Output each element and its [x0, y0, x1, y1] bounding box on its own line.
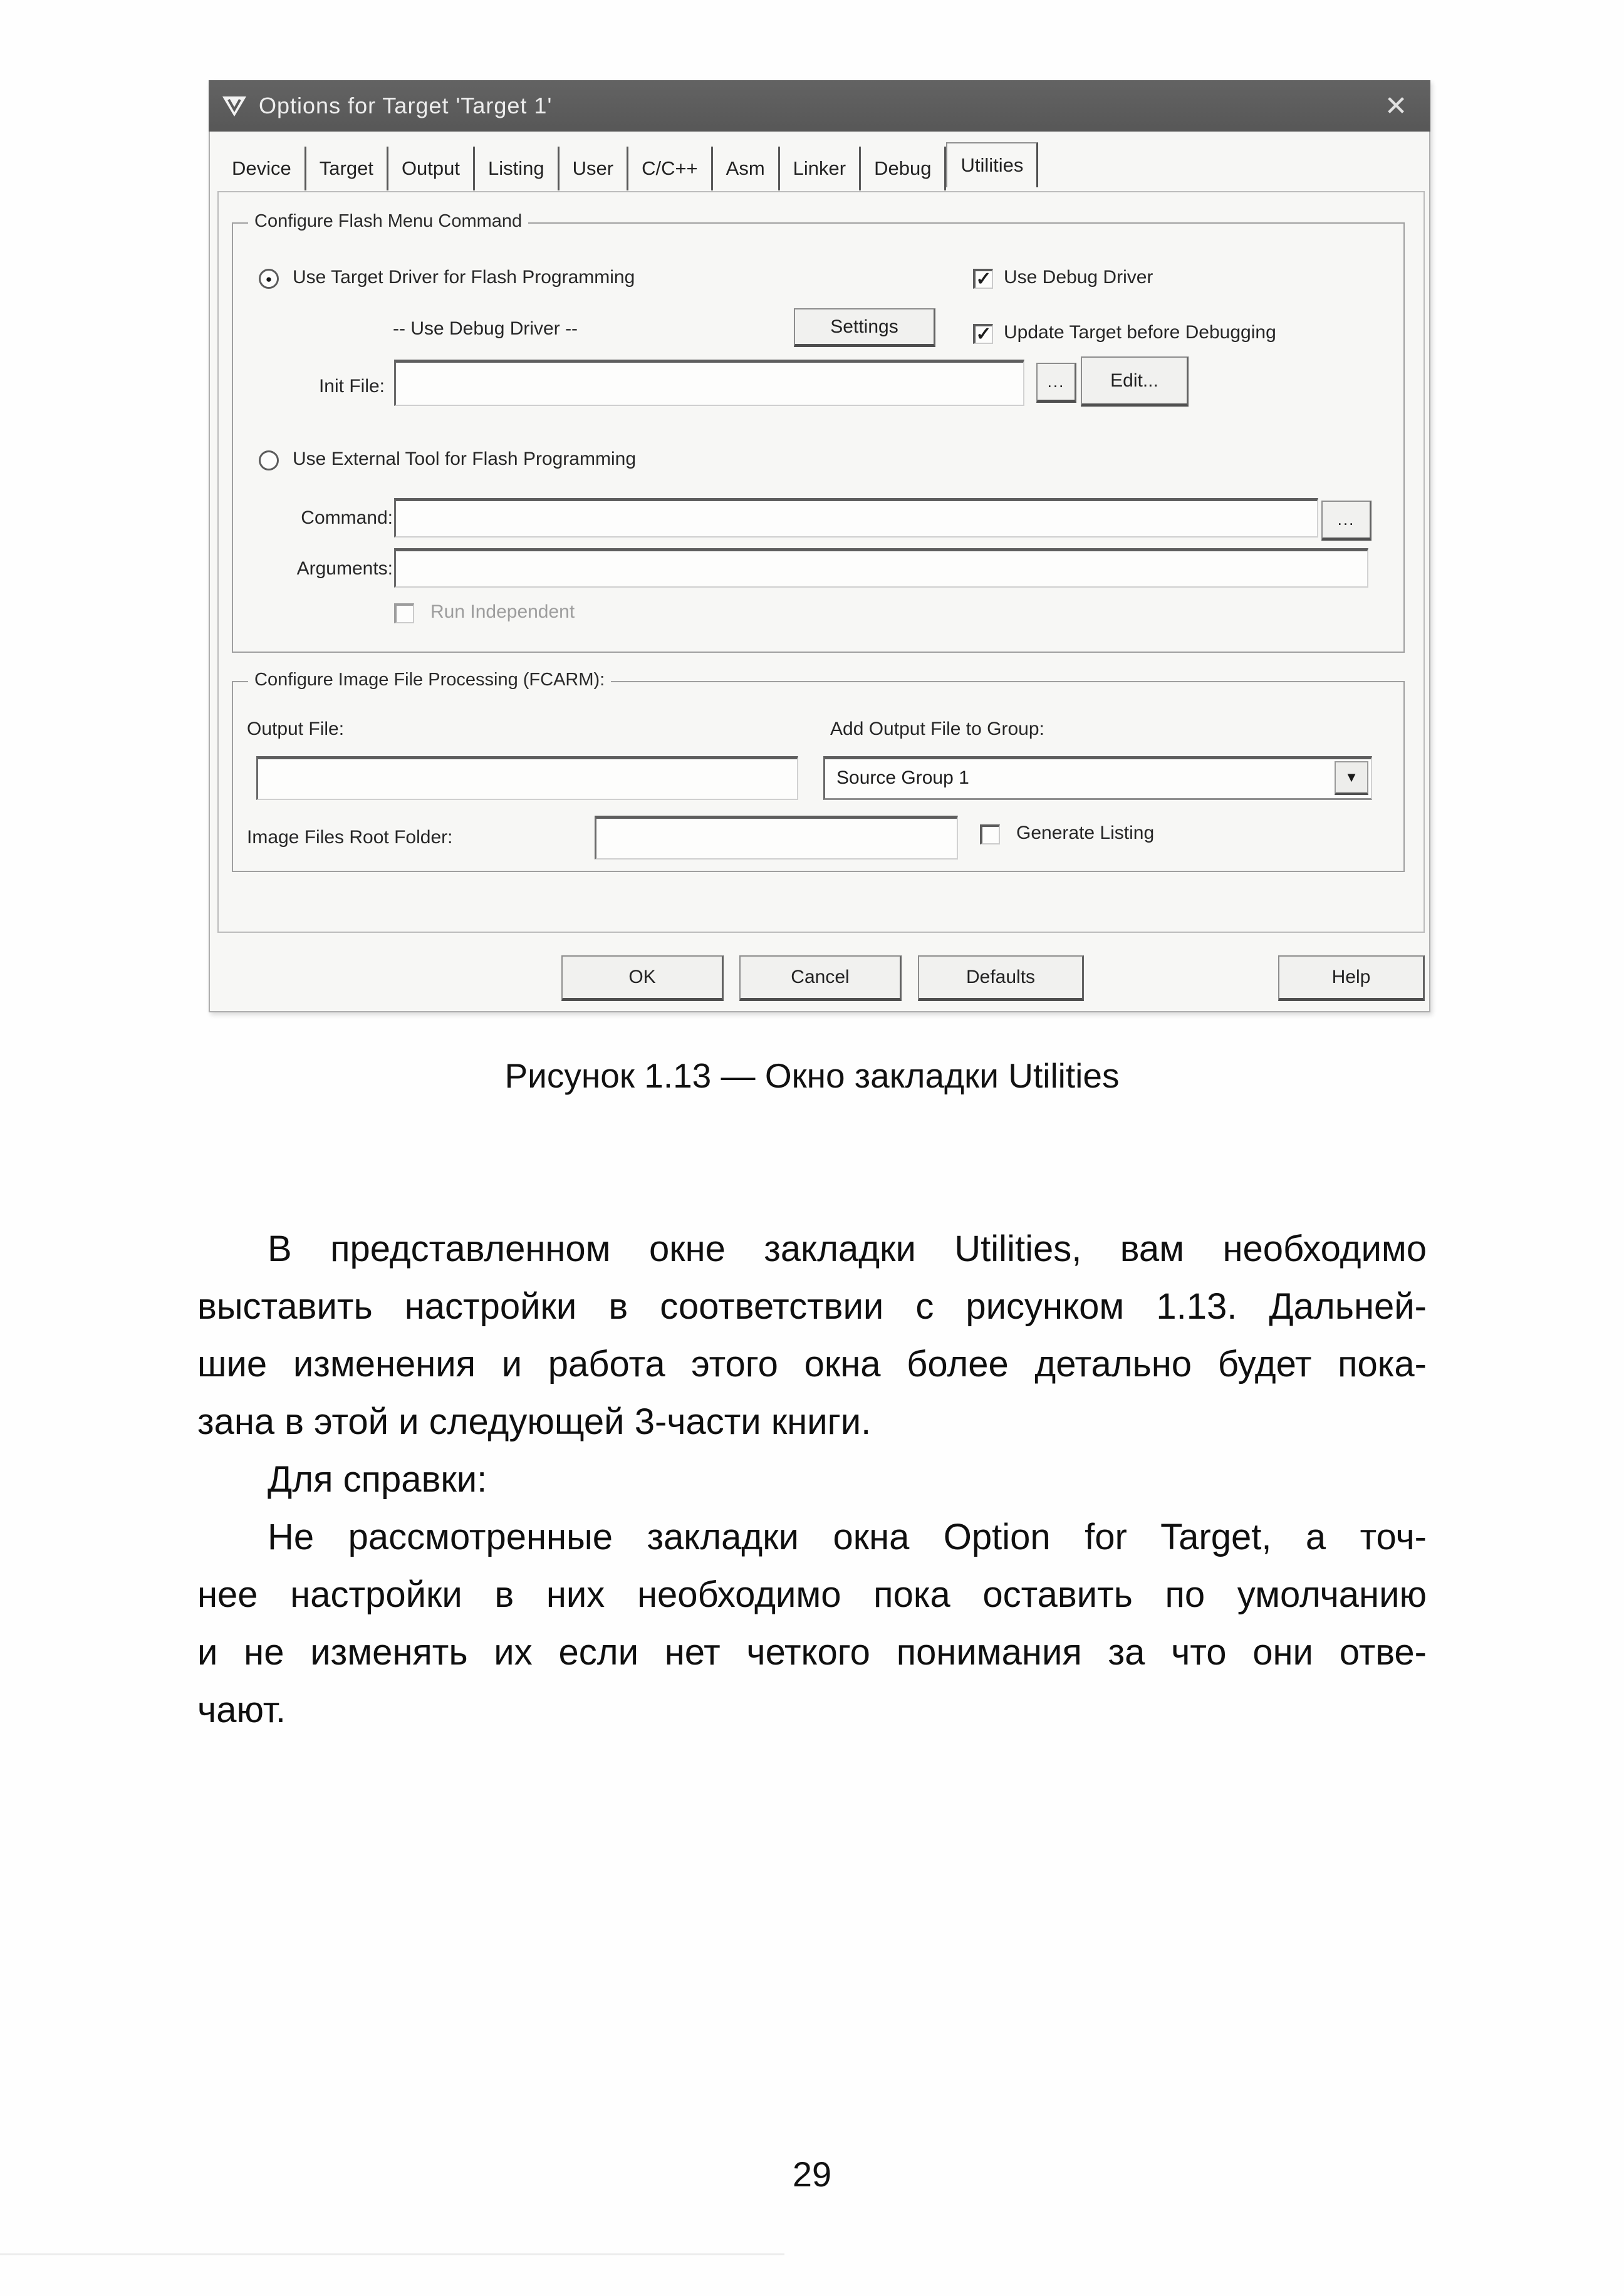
init-file-input[interactable]	[394, 360, 1024, 406]
defaults-button[interactable]: Defaults	[918, 955, 1084, 1001]
help-button[interactable]: Help	[1278, 955, 1425, 1001]
init-file-browse-button[interactable]: ...	[1036, 363, 1076, 403]
radio-dot-icon: ●	[265, 273, 273, 285]
check-icon: ✓	[976, 324, 992, 345]
tab-debug[interactable]: Debug	[861, 147, 946, 190]
ok-button[interactable]: OK	[561, 955, 724, 1001]
tab-asm[interactable]: Asm	[713, 147, 780, 190]
arguments-input[interactable]	[394, 548, 1368, 588]
tab-target[interactable]: Target	[306, 147, 388, 190]
body-line: Для справки:	[268, 1459, 487, 1500]
scan-edge-line	[0, 2253, 784, 2255]
uvision-logo-icon	[220, 91, 249, 120]
cancel-button[interactable]: Cancel	[739, 955, 902, 1001]
dropdown-arrow-icon[interactable]: ▼	[1335, 761, 1368, 795]
use-target-driver-radio[interactable]	[259, 269, 279, 289]
body-line: и не изменять их если нет четкого понимания за что они отве-	[197, 1632, 1427, 1673]
generate-listing-checkbox[interactable]	[980, 824, 1000, 844]
body-text	[197, 1220, 1427, 1739]
generate-listing-label: Generate Listing	[1016, 823, 1155, 843]
figure-caption: Рисунок 1.13 — Окно закладки Utilities	[504, 1056, 1120, 1095]
tab-ccpp[interactable]: C/C++	[628, 147, 713, 190]
add-to-group-selected-value: Source Group 1	[836, 767, 969, 788]
run-independent-checkbox[interactable]	[394, 603, 414, 623]
command-label: Command:	[301, 507, 393, 528]
use-debug-driver-checkbox-label: Use Debug Driver	[1004, 267, 1153, 288]
tab-device[interactable]: Device	[219, 147, 306, 190]
output-file-input[interactable]	[256, 756, 798, 800]
fcarm-group	[232, 670, 1405, 872]
add-output-file-to-group-label: Add Output File to Group:	[830, 719, 1044, 739]
image-files-root-folder-label: Image Files Root Folder:	[247, 827, 453, 848]
use-debug-driver-checkbox[interactable]	[973, 269, 993, 289]
init-file-label: Init File:	[318, 376, 385, 397]
flash-menu-command-group	[232, 211, 1405, 653]
tab-user[interactable]: User	[560, 147, 628, 190]
settings-button[interactable]: Settings	[794, 308, 935, 347]
body-line: В представленном окне закладки Utilities, вам необходимо	[268, 1229, 1427, 1269]
output-file-label: Output File:	[247, 719, 345, 739]
fcarm-group-title: Configure Image File Processing (FCARM):	[248, 670, 611, 690]
tab-linker[interactable]: Linker	[780, 147, 861, 190]
use-target-driver-label: Use Target Driver for Flash Programming	[293, 267, 635, 288]
init-file-edit-button[interactable]: Edit...	[1081, 356, 1189, 407]
arguments-label: Arguments:	[296, 558, 393, 579]
dialog-title-bar	[209, 80, 1430, 132]
flash-group-title: Configure Flash Menu Command	[248, 211, 528, 232]
use-external-tool-radio[interactable]	[259, 450, 279, 470]
page-number: 29	[792, 2154, 832, 2194]
run-independent-label: Run Independent	[430, 601, 575, 622]
body-line: чают.	[197, 1690, 286, 1730]
check-icon: ✓	[976, 269, 992, 289]
dialog-tab-strip	[219, 145, 1038, 191]
body-line: Не рассмотренные закладки окна Option for Target, а точ-	[268, 1517, 1427, 1557]
use-debug-driver-note: -- Use Debug Driver --	[393, 318, 578, 339]
options-for-target-dialog	[209, 80, 1430, 1012]
tab-output[interactable]: Output	[388, 147, 475, 190]
command-browse-button[interactable]: ...	[1321, 501, 1372, 541]
body-line: нее настройки в них необходимо пока оставить по умолчанию	[197, 1574, 1427, 1615]
body-line: выставить настройки в соответствии с рисунком 1.13. Дальней-	[197, 1286, 1427, 1327]
tab-utilities[interactable]: Utilities	[946, 142, 1038, 187]
update-target-checkbox[interactable]	[973, 324, 993, 344]
image-files-root-folder-input[interactable]	[595, 816, 958, 860]
add-to-group-select[interactable]	[823, 756, 1372, 800]
dialog-title: Options for Target 'Target 1'	[259, 93, 553, 118]
body-line: зана в этой и следующей 3-части книги.	[197, 1401, 872, 1442]
body-line: шие изменения и работа этого окна более детально будет пока-	[197, 1344, 1427, 1384]
update-target-checkbox-label: Update Target before Debugging	[1004, 322, 1276, 343]
close-icon[interactable]: ✕	[1384, 90, 1408, 122]
tab-listing[interactable]: Listing	[475, 147, 560, 190]
command-input[interactable]	[394, 498, 1318, 538]
use-external-tool-label: Use External Tool for Flash Programming	[293, 449, 636, 469]
